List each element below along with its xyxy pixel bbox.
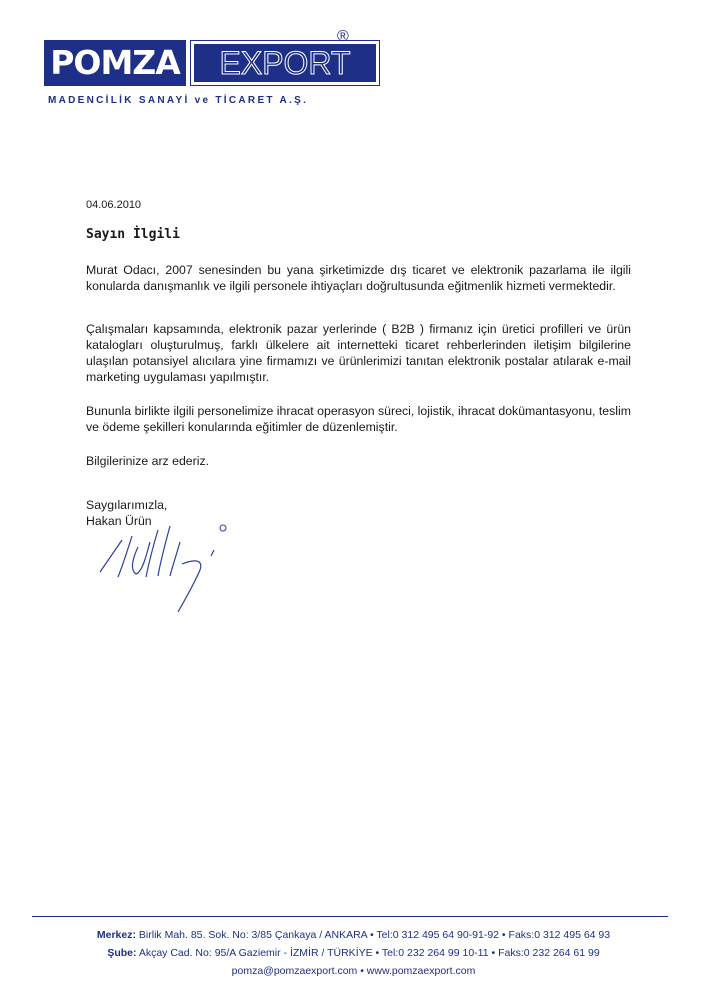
signatory-name: Hakan Ürün (86, 514, 152, 528)
footer-divider (32, 916, 668, 917)
letter-paragraph: Murat Odacı, 2007 senesinden bu yana şirketimizde dış ticaret ve elektronik pazarlama ile ilgili konularda danışmanlık ve ilgili personele ihtiyaçları doğrultusunda eğitmenlik hizmeti vermektedir. (86, 263, 631, 293)
letter-paragraph: Bununla birlikte ilgili personelimize ihracat operasyon süreci, lojistik, ihracat dokümantasyonu, teslim ve ödeme şekilleri konularında eğitimler de düzenlemiştir. (86, 404, 631, 434)
letter-paragraph: Bilgilerinize arz ederiz. (86, 454, 210, 468)
footer-sube (0, 947, 707, 959)
letter-paragraph: Çalışmaları kapsamında, elektronik pazar yerlerinde ( B2B ) firmanız için üretici profilleri ve ürün katalogları oluşturulmuş, farklı ülkelere ait internetteki ticaret rehberlerinden iletişim bilgilerine ulaşılan potansiyel alıcılara yine firmamızı ve ürünlerimizi tanıtan elektronik postalar atılarak e-mail marketing uygulaması yapılmıştır. (86, 322, 631, 384)
footer-merkez-label: Merkez: (96, 929, 136, 941)
logo-text-pomza: POMZA (44, 40, 186, 86)
registered-mark: ® (337, 28, 349, 45)
footer-contact: pomza@pomzaexport.com • www.pomzaexport.com (231, 965, 476, 977)
letter-closing: Saygılarımızla, (86, 498, 168, 512)
letter-greeting: Sayın İlgili (86, 227, 180, 242)
footer-sube-text: Akçay Cad. No: 95/A Gaziemir - İZMİR / TÜRKİYE • Tel:0 232 264 99 10-11 • Faks:0 232 264 61 99 (138, 947, 600, 959)
company-logo (44, 40, 351, 86)
logo-text-export: EXPORT (194, 44, 376, 82)
footer-sube-label: Şube: (107, 947, 137, 959)
footer-merkez-text: Birlik Mah. 85. Sok. No: 3/85 Çankaya / ANKARA • Tel:0 312 495 64 90-91-92 • Faks:0 312 495 64 93 (138, 929, 611, 941)
company-tagline: MADENCİLİK SANAYİ ve TİCARET A.Ş. (48, 95, 309, 106)
letter-date: 04.06.2010 (86, 199, 142, 211)
footer-merkez (0, 929, 707, 941)
logo-export-box (190, 40, 380, 86)
handwritten-signature (92, 512, 242, 622)
